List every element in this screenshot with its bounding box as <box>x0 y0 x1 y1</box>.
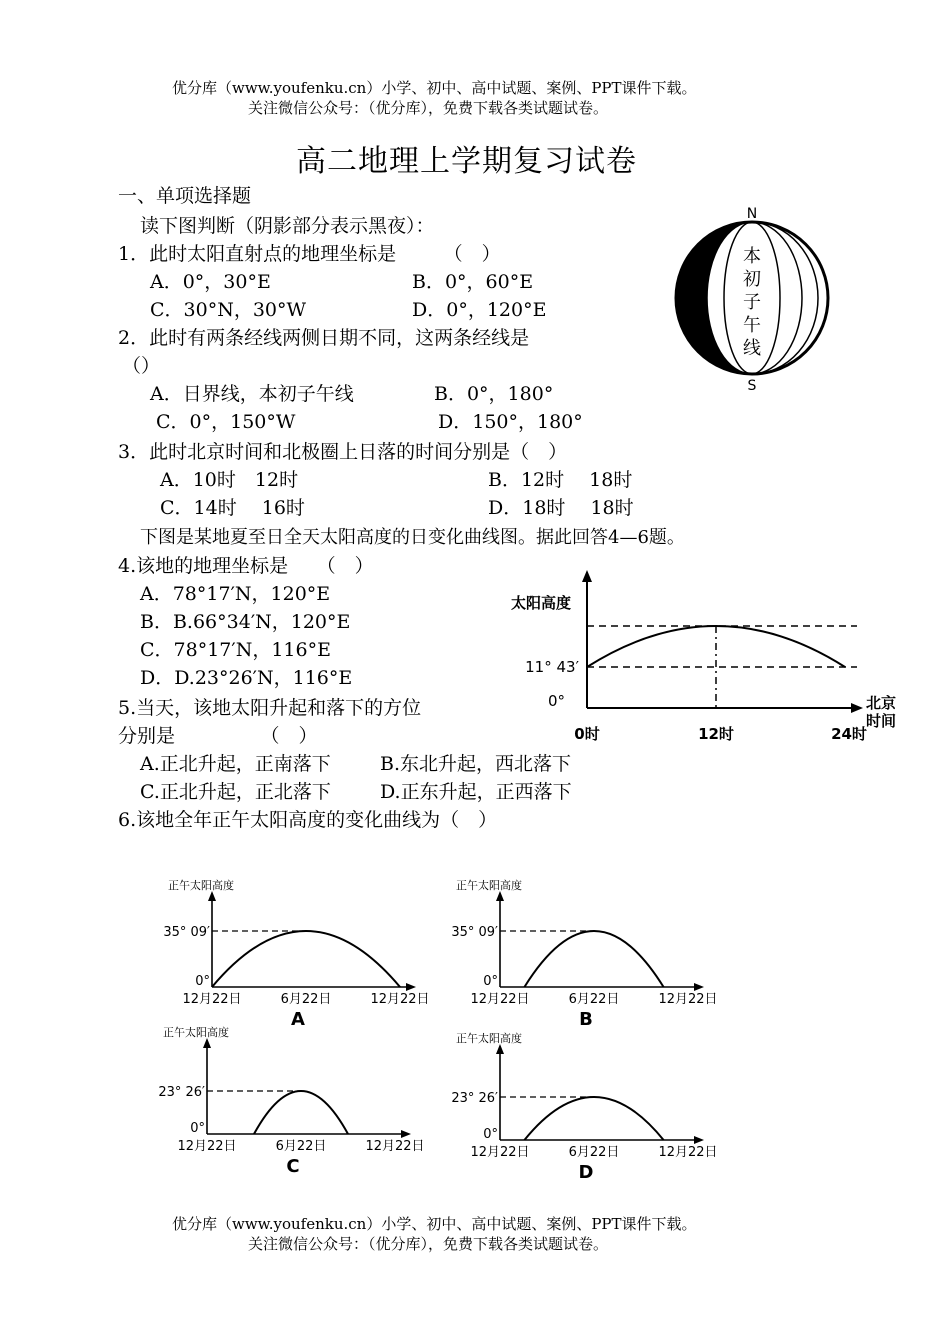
chart-B <box>448 875 740 1040</box>
q6-stem: 6.该地全年正午太阳高度的变化曲线为（ ） <box>118 809 498 831</box>
y-tick-label: 0° <box>190 1121 205 1136</box>
y-tick-label: 23° 26′ <box>158 1085 205 1100</box>
meridian-char: 线 <box>743 338 761 359</box>
x-tick-label: 12月22日 <box>658 992 718 1007</box>
x-tick-label: 12月22日 <box>470 992 530 1007</box>
daily-altitude-chart <box>505 568 905 748</box>
q3-option-b: B．12时 18时 <box>488 469 633 491</box>
noon-altitude-curve <box>524 931 663 987</box>
q1-option-d: D．0°，120°E <box>412 299 547 321</box>
meridian-char: 子 <box>743 292 761 313</box>
section-heading: 一、单项选择题 <box>118 185 252 207</box>
y-tick-label: 11° 43′ <box>525 658 579 676</box>
intro-2: 下图是某地夏至日全天太阳高度的日变化曲线图。据此回答4—6题。 <box>140 527 685 548</box>
y-axis-arrow <box>203 1038 211 1048</box>
meridian-char: 午 <box>743 315 761 336</box>
header-line-1: 优分库（www.youfenku.cn）小学、初中、高中试题、案例、PPT课件下载。 <box>172 79 697 97</box>
q3-option-a: A．10时 12时 <box>160 469 299 491</box>
y-tick-label: 0° <box>483 1127 498 1142</box>
x-tick-label: 12月22日 <box>182 992 242 1007</box>
chart-option-label: D <box>578 1162 594 1183</box>
y-axis-label: 正午太阳高度 <box>163 1026 229 1039</box>
page-title: 高二地理上学期复习试卷 <box>296 144 637 179</box>
q1-option-b: B．0°，60°E <box>412 271 534 293</box>
globe-diagram <box>670 200 835 400</box>
q2-option-d: D．150°，180° <box>438 411 583 433</box>
x-axis-label-2: 时间 <box>865 712 897 730</box>
x-axis-arrow <box>401 1130 411 1138</box>
intro-1: 读下图判断（阴影部分表示黑夜）： <box>140 215 435 237</box>
q4-option-d: D．D.23°26′N，116°E <box>140 667 353 689</box>
q3-stem: 3．此时北京时间和北极圈上日落的时间分别是（ ） <box>118 441 568 463</box>
x-axis-label-1: 北京 <box>865 694 897 712</box>
noon-altitude-curve <box>212 931 400 987</box>
noon-altitude-curve <box>254 1091 348 1134</box>
chart-option-label: A <box>291 1009 305 1030</box>
chart-option-label: C <box>286 1156 300 1177</box>
y-tick-label: 23° 26′ <box>451 1091 498 1106</box>
q2-stem: 2．此时有两条经线两侧日期不同，这两条经线是 <box>118 327 530 349</box>
meridian-char: 本 <box>743 246 761 267</box>
y-axis-arrow <box>496 1044 504 1054</box>
x-axis-arrow <box>694 983 704 991</box>
header-line-2: 关注微信公众号：（优分库），免费下载各类试题试卷。 <box>248 99 609 117</box>
y-tick-label: 0° <box>547 692 565 710</box>
y-axis-arrow <box>582 570 592 582</box>
q2-option-a: A．日界线，本初子午线 <box>150 383 354 405</box>
x-tick-label: 0时 <box>574 725 600 743</box>
x-tick-label: 12月22日 <box>365 1139 425 1154</box>
q3-option-c: C．14时 16时 <box>160 497 305 519</box>
x-tick-label: 12月22日 <box>470 1145 530 1160</box>
x-axis-arrow <box>851 703 863 713</box>
q5-option-c: C.正北升起，正北落下 <box>140 781 331 803</box>
q4-stem: 4.该地的地理坐标是 （ ） <box>118 555 374 577</box>
q4-option-b: B．B.66°34′N，120°E <box>140 611 351 633</box>
x-tick-label: 12月22日 <box>658 1145 718 1160</box>
x-tick-label: 12月22日 <box>177 1139 237 1154</box>
chart-D <box>448 1028 740 1192</box>
q3-option-d: D．18时 18时 <box>488 497 634 519</box>
q2-option-b: B．0°，180° <box>434 383 554 405</box>
y-axis-label: 正午太阳高度 <box>456 1032 522 1045</box>
noon-altitude-curve <box>524 1097 663 1140</box>
y-tick-label: 0° <box>483 974 498 989</box>
q1-stem: 1．此时太阳直射点的地理坐标是 （ ） <box>118 243 501 265</box>
x-tick-label: 6月22日 <box>568 992 620 1007</box>
x-axis-arrow <box>694 1136 704 1144</box>
x-tick-label: 12月22日 <box>370 992 430 1007</box>
q5-stem-1: 5.当天，该地太阳升起和落下的方位 <box>118 697 422 719</box>
y-axis-arrow <box>496 891 504 901</box>
x-tick-label: 6月22日 <box>280 992 332 1007</box>
chart-option-label: B <box>579 1009 593 1030</box>
x-axis-arrow <box>406 983 416 991</box>
q1-option-a: A．0°，30°E <box>150 271 271 293</box>
footer-line-1: 优分库（www.youfenku.cn）小学、初中、高中试题、案例、PPT课件下载。 <box>172 1215 697 1233</box>
south-label: S <box>747 378 757 394</box>
y-axis-arrow <box>208 891 216 901</box>
q1-option-c: C．30°N，30°W <box>150 299 307 321</box>
y-tick-label: 35° 09′ <box>451 925 498 940</box>
q5-option-d: D.正东升起，正西落下 <box>380 781 572 803</box>
footer-line-2: 关注微信公众号：（优分库），免费下载各类试题试卷。 <box>248 1235 609 1253</box>
chart-C <box>155 1022 447 1190</box>
q4-option-a: A．78°17′N，120°E <box>140 583 331 605</box>
north-label: N <box>746 206 758 222</box>
chart-A <box>160 875 445 1040</box>
y-axis-label: 正午太阳高度 <box>456 879 522 892</box>
q5-option-a: A.正北升起，正南落下 <box>140 753 331 775</box>
x-tick-label: 6月22日 <box>275 1139 327 1154</box>
y-axis-label: 正午太阳高度 <box>168 879 234 892</box>
meridian-char: 初 <box>743 269 761 290</box>
q2-option-c: C．0°，150°W <box>156 411 296 433</box>
y-axis-label: 太阳高度 <box>511 594 572 612</box>
q4-option-c: C．78°17′N，116°E <box>140 639 331 661</box>
y-tick-label: 0° <box>195 974 210 989</box>
x-tick-label: 6月22日 <box>568 1145 620 1160</box>
x-tick-label: 24时 <box>831 725 867 743</box>
q5-stem-2: 分别是 （ ） <box>118 725 318 747</box>
q2-paren: （） <box>122 355 161 377</box>
x-tick-label: 12时 <box>698 725 734 743</box>
q5-option-b: B.东北升起，西北落下 <box>380 753 572 775</box>
y-tick-label: 35° 09′ <box>163 925 210 940</box>
